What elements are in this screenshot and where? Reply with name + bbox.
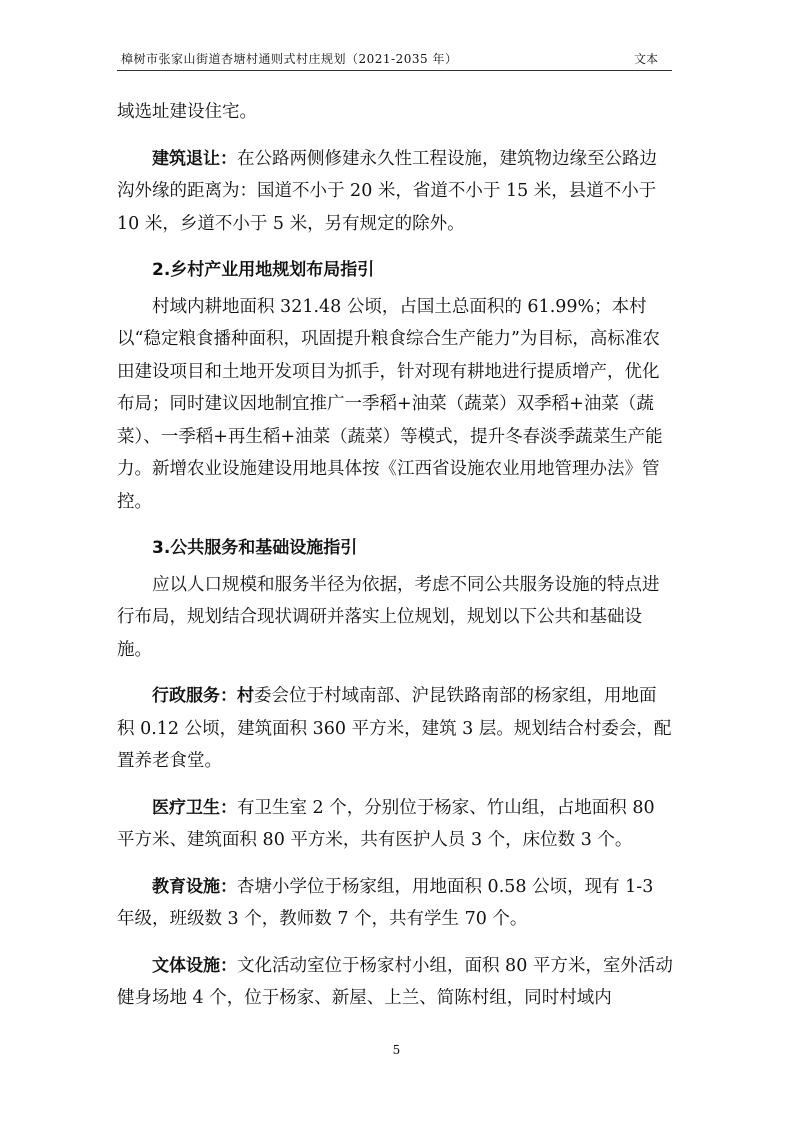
document-title: 樟树市张家山街道杏塘村通则式村庄规划（2021-2035 年）: [121, 52, 458, 66]
paragraph-lead: 医疗卫生：: [152, 797, 237, 818]
paragraph-text: 在公路两侧修建永久性工程设施，建筑物边缘至公路边沟外缘的距离为：国道不小于 20 米，省道不小于 15 米，县道不小于 10 米，乡道不小于 5 米，另有规定的除外。: [117, 148, 657, 234]
paragraph-service-planning: 应以人口规模和服务半径为依据，考虑不同公共服务设施的特点进行布局，规划结合现状调研并落实上位规划，规划以下公共和基础设施。: [117, 574, 660, 660]
paragraph-lead: 行政服务：村: [152, 686, 254, 706]
paragraph-continuation: 域选址建设住宅。: [117, 102, 257, 122]
paragraph-lead: 文体设施：: [152, 955, 237, 976]
page-number: 5: [392, 1043, 401, 1057]
paragraph-culture-sports: [117, 950, 673, 1015]
paragraph-building-setback: [117, 143, 673, 241]
section-heading-industry-land: 2.乡村产业用地规划布局指引: [152, 260, 375, 280]
paragraph-education: [117, 871, 673, 936]
page-header: [117, 48, 672, 71]
paragraph-text: 委会位于村域南部、沪昆铁路南部的杨家组，用地面积 0.12 公顷，建筑面积 360 平方米，建筑 3 层。规划结合村委会，配置养老食堂。: [117, 686, 672, 771]
paragraph-text: 文化活动室位于杨家村小组，面积 80 平方米，室外活动健身场地 4 个，位于杨家、新屋、上兰、简陈村组，同时村域内: [117, 955, 673, 1008]
paragraph-text: 杏塘小学位于杨家组，用地面积 0.58 公顷，现有 1-3 年级，班级数 3 个，教师数 7 个，共有学生 70 个。: [117, 876, 654, 929]
paragraph-administration: [117, 680, 673, 778]
paragraph-text: 有卫生室 2 个，分别位于杨家、竹山组，占地面积 80 平方米、建筑面积 80 平方米，共有医护人员 3 个，床位数 3 个。: [117, 797, 655, 850]
paragraph-farmland: 村域内耕地面积 321.48 公顷，占国土总面积的 61.99%；本村以“稳定粮食播种面积，巩固提升粮食综合生产能力”为目标，高标准农田建设项目和土地开发项目为抓手，针对现有耕地进行提质增产，优化布局；同时建议因地制宜推广一季稻+油菜（蔬菜）双季稻+油菜（蔬菜）、一季稻+再生稻+油菜（蔬菜）等模式，提升冬春淡季蔬菜生产能力。新增农业设施建设用地具体按《江西省设施农业用地管理办法》管控。: [117, 296, 663, 512]
paragraph-medical: [117, 792, 673, 857]
section-heading-public-services: 3.公共服务和基础设施指引: [152, 538, 358, 558]
paragraph-lead: 建筑退让：: [152, 148, 237, 169]
document-type-label: 文本: [633, 52, 658, 66]
paragraph-lead: 教育设施：: [152, 876, 237, 897]
body-content: [117, 96, 673, 1029]
